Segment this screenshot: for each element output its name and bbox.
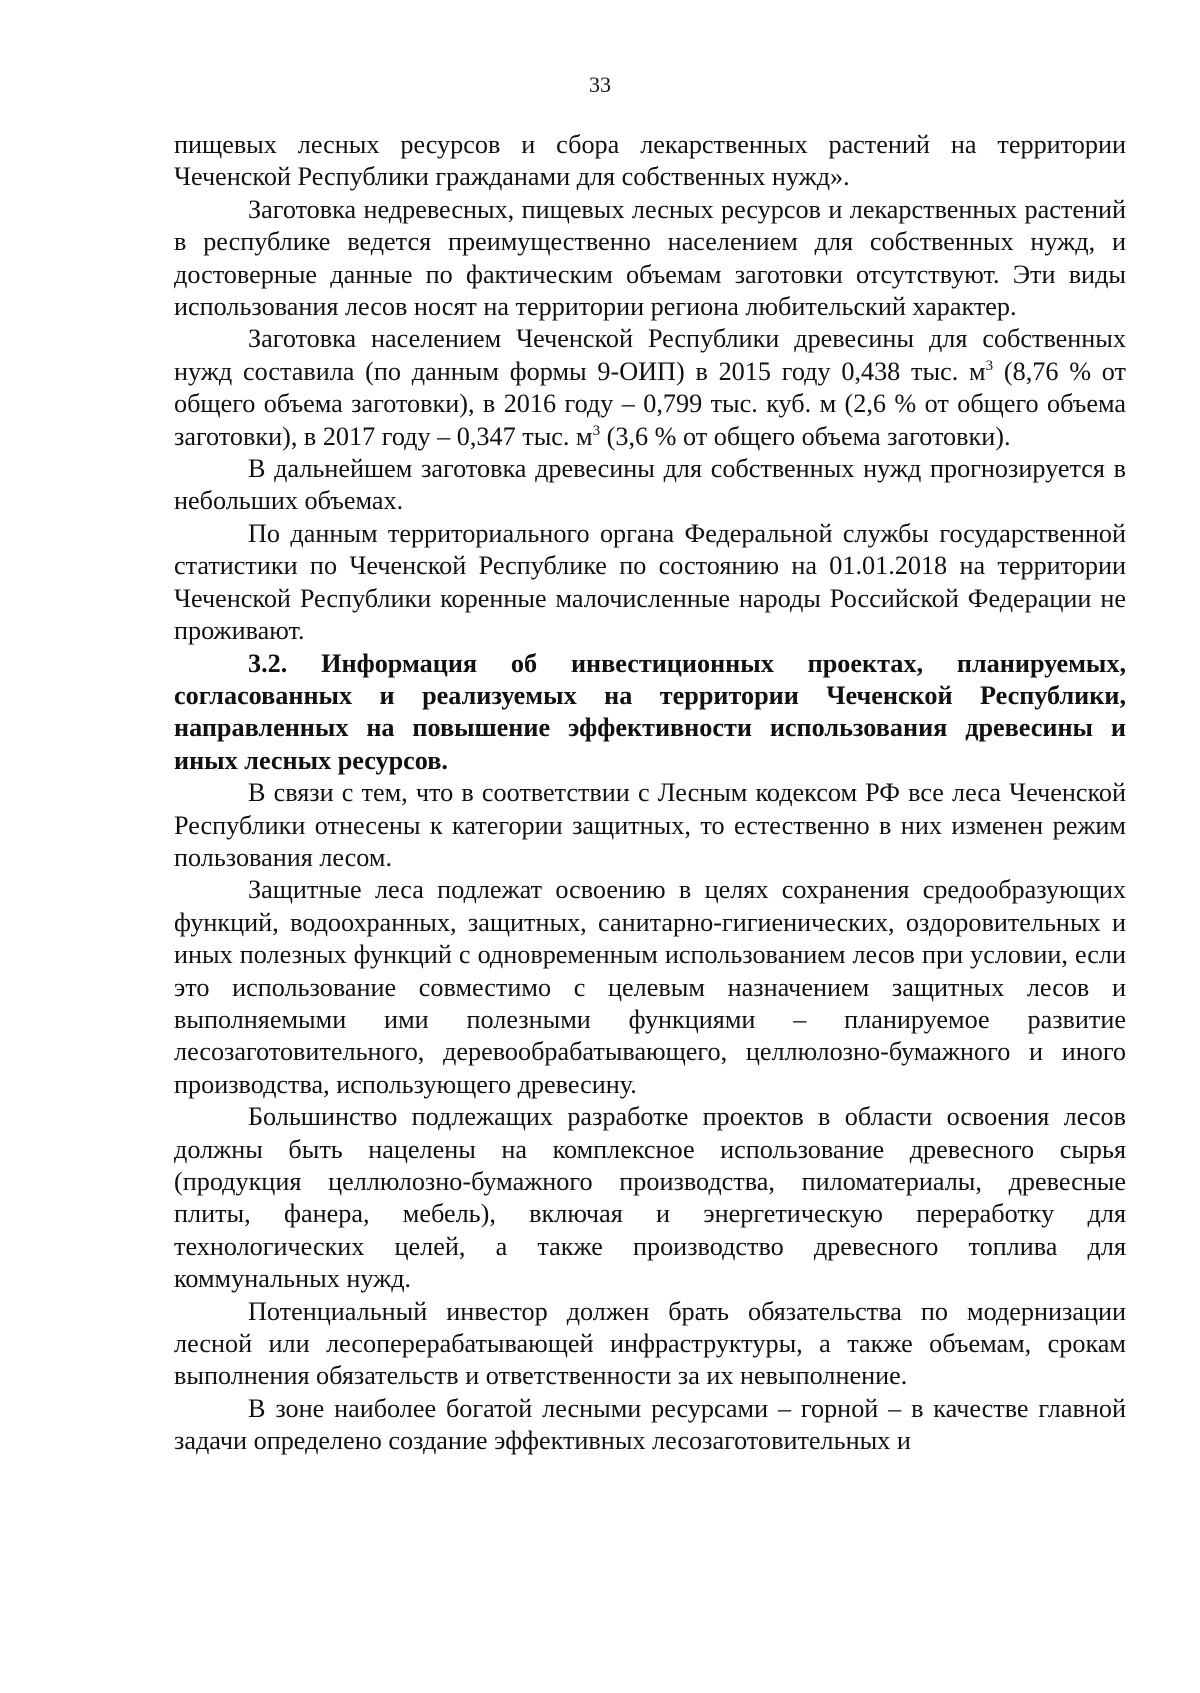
paragraph-non-timber-harvesting: Заготовка недревесных, пищевых лесных ресурсов и лекарственных растений в республике ведется преимущественно населением для собственных нужд, и достоверные данные по фактическим объемам заготовки отсутствуют. Эти виды использования лесов носят на территории региона любительский характер. (174, 194, 1126, 322)
timber-volumes-text-a: Заготовка населением Чеченской Республики древесины для собственных нужд составила (по данным формы 9-ОИП) в 2015 году 0,438 тыс. м (174, 324, 1126, 386)
paragraph-continuation: пищевых лесных ресурсов и сбора лекарственных растений на территории Чеченской Республики гражданами для собственных нужд». (174, 130, 1126, 192)
cubic-superscript-2: 3 (592, 422, 601, 439)
paragraph-timber-volumes (174, 323, 1126, 453)
document-body (174, 129, 1126, 1458)
paragraph-projects: Большинство подлежащих разработке проектов в области освоения лесов должны быть нацелены на комплексное использование древесного сырья (продукция целлюлозно-бумажного производства, пиломатериалы, древесные плиты, фанера, мебель), включая и энергетическую переработку для технологических целей, а также производство древесного топлива для коммунальных нужд. (174, 1102, 1126, 1294)
paragraph-forecast: В дальнейшем заготовка древесины для собственных нужд прогнозируется в небольших объемах. (174, 454, 1126, 516)
timber-volumes-text-b: (8,76 % от общего объема заготовки), в 2016 году – 0,799 тыс. куб. м (2,6 % от общего объема заготовки), в 2017 году – 0,347 тыс. м (174, 356, 1126, 451)
paragraph-forest-code: В связи с тем, что в соответствии с Лесным кодексом РФ все леса Чеченской Республики отнесены к категории защитных, то естественно в них изменен режим пользования лесом. (174, 778, 1126, 872)
timber-volumes-text-c: (3,6 % от общего объема заготовки). (600, 421, 1011, 451)
paragraph-mountain-zone: В зоне наиболее богатой лесными ресурсами – горной – в качестве главной задачи определено создание эффективных лесозаготовительных и (174, 1393, 1126, 1456)
cubic-superscript-1: 3 (985, 357, 994, 374)
section-heading: 3.2. Информация об инвестиционных проектах, планируемых, согласованных и реализуемых на территории Чеченской Республики, направленных на повышение эффективности использования древесины и иных лесных ресурсов. (174, 648, 1126, 775)
paragraph-statistics: По данным территориального органа Федеральной службы государственной статистики по Чеченской Республике по состоянию на 01.01.2018 на территории Чеченской Республики коренные малочисленные народы Российской Федерации не проживают. (174, 518, 1126, 646)
paragraph-investor: Потенциальный инвестор должен брать обязательства по модернизации лесной или лесоперерабатывающей инфраструктуры, а также объемам, срокам выполнения обязательств и ответственности за их невыполнение. (174, 1296, 1126, 1391)
paragraph-protective-forests: Защитные леса подлежат освоению в целях сохранения средообразующих функций, водоохранных, защитных, санитарно-гигиенических, оздоровительных и иных полезных функций с одновременным использованием лесов при условии, если это использование совместимо с целевым назначением защитных лесов и выполняемыми ими полезными функциями – планируемое развитие лесозаготовительного, деревообрабатывающего, целлюлозно-бумажного и иного производства, использующего древесину. (174, 875, 1126, 1099)
page-number: 33 (589, 72, 611, 97)
